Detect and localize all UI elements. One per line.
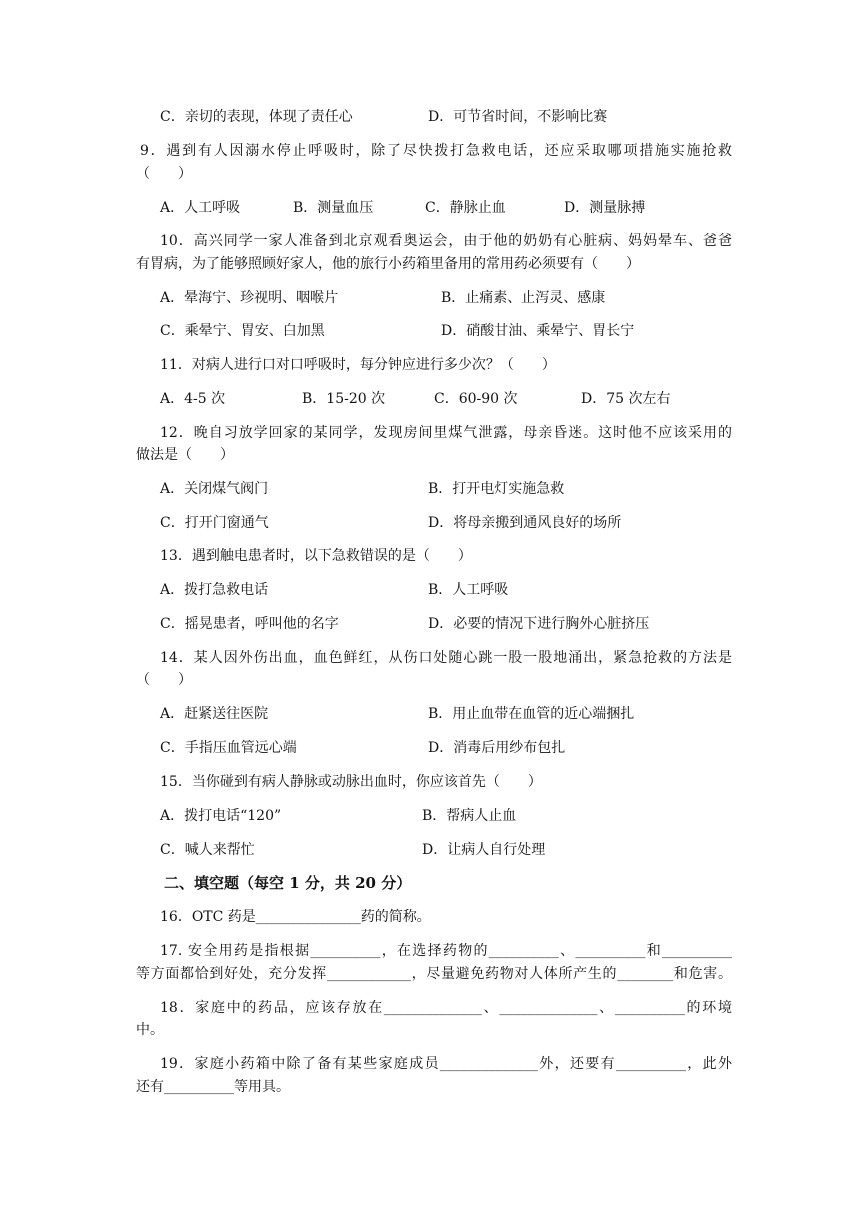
- q18-stem: 18．家庭中的药品，应该存放在______________、______________、__________的环境: [160, 1000, 732, 1016]
- q10-option-b: B．止痛素、止泻灵、感康: [441, 290, 606, 306]
- q18-stem-cont: 中。: [136, 1022, 164, 1038]
- q11-option-d: D．75 次左右: [581, 391, 671, 407]
- q10-stem-cont: 有胃病，为了能够照顾好家人，他的旅行小药箱里备用的常用药必须要有（ ）: [136, 256, 640, 272]
- q15-option-a: A．拨打电话“120”: [160, 808, 282, 824]
- q17-stem-cont: 等方面都恰到好处，充分发挥____________，尽量避免药物对人体所产生的________和危害。: [136, 966, 732, 982]
- q12-option-d: D．将母亲搬到通风良好的场所: [428, 515, 622, 531]
- q13-option-b: B．人工呼吸: [428, 582, 509, 598]
- q13-option-d: D．必要的情况下进行胸外心脏挤压: [428, 616, 650, 632]
- q16-stem: 16．OTC 药是_______________药的简称。: [160, 909, 431, 925]
- q9-answer-blank: （ ）: [136, 166, 192, 182]
- q11-stem: 11．对病人进行口对口呼吸时，每分钟应进行多少次？（ ）: [160, 357, 556, 373]
- q15-option-c: C．喊人来帮忙: [160, 842, 255, 858]
- q14-answer-blank: （ ）: [136, 672, 192, 688]
- q13-option-a: A．拨打急救电话: [160, 582, 269, 598]
- q14-option-c: C．手指压血管远心端: [160, 740, 297, 756]
- q12-option-a: A．关闭煤气阀门: [160, 481, 269, 497]
- q11-option-c: C．60-90 次: [434, 391, 518, 407]
- q12-stem-cont: 做法是（ ）: [136, 447, 234, 463]
- q13-stem: 13．遇到触电患者时，以下急救错误的是（ ）: [160, 548, 472, 564]
- q9-option-d: D．测量脉搏: [564, 200, 646, 216]
- q15-option-b: B．帮病人止血: [422, 808, 517, 824]
- q15-stem: 15．当你碰到有病人静脉或动脉出血时，你应该首先（ ）: [160, 774, 542, 790]
- q10-option-d: D．硝酸甘油、乘晕宁、胃长宁: [441, 323, 635, 339]
- q11-option-b: B．15-20 次: [302, 391, 386, 407]
- q9-option-c: C．静脉止血: [425, 200, 506, 216]
- q14-stem: 14．某人因外伤出血，血色鲜红，从伤口处随心跳一股一股地涌出，紧急抢救的方法是: [160, 650, 732, 666]
- q12-option-b: B．打开电灯实施急救: [428, 481, 565, 497]
- q12-stem: 12．晚自习放学回家的某同学，发现房间里煤气泄露，母亲昏迷。这时他不应该采用的: [160, 425, 732, 441]
- q17-stem: 17. 安全用药是指根据__________，在选择药物的__________、__________和__________: [160, 943, 732, 959]
- q10-option-a: A．晕海宁、珍视明、咽喉片: [160, 290, 339, 306]
- q13-option-c: C．摇晃患者，呼叫他的名字: [160, 616, 339, 632]
- q9-option-a: A．人工呼吸: [160, 200, 241, 216]
- q14-option-b: B．用止血带在血管的近心端捆扎: [428, 706, 635, 722]
- q15-option-d: D．让病人自行处理: [422, 842, 546, 858]
- q8-option-d: D．可节省时间，不影响比赛: [428, 109, 608, 125]
- q9-stem: 9．遇到有人因溺水停止呼吸时，除了尽快拨打急救电话，还应采取哪项措施实施抢救: [140, 143, 732, 159]
- q10-stem: 10．高兴同学一家人准备到北京观看奥运会，由于他的奶奶有心脏病、妈妈晕车、爸爸: [160, 233, 732, 249]
- q11-option-a: A．4-5 次: [160, 391, 226, 407]
- q12-option-c: C．打开门窗通气: [160, 515, 269, 531]
- q19-stem: 19．家庭小药箱中除了备有某些家庭成员______________外，还要有__________，此外: [160, 1056, 732, 1072]
- section-heading-fill-in: 二、填空题（每空 1 分，共 20 分）: [164, 874, 412, 892]
- q9-option-b: B．测量血压: [293, 200, 374, 216]
- q14-option-a: A．赶紧送往医院: [160, 706, 269, 722]
- q14-option-d: D．消毒后用纱布包扎: [428, 740, 566, 756]
- q8-option-c: C．亲切的表现，体现了责任心: [160, 109, 353, 125]
- q19-stem-cont: 还有__________等用具。: [136, 1079, 290, 1095]
- q10-option-c: C．乘晕宁、胃安、白加黑: [160, 323, 325, 339]
